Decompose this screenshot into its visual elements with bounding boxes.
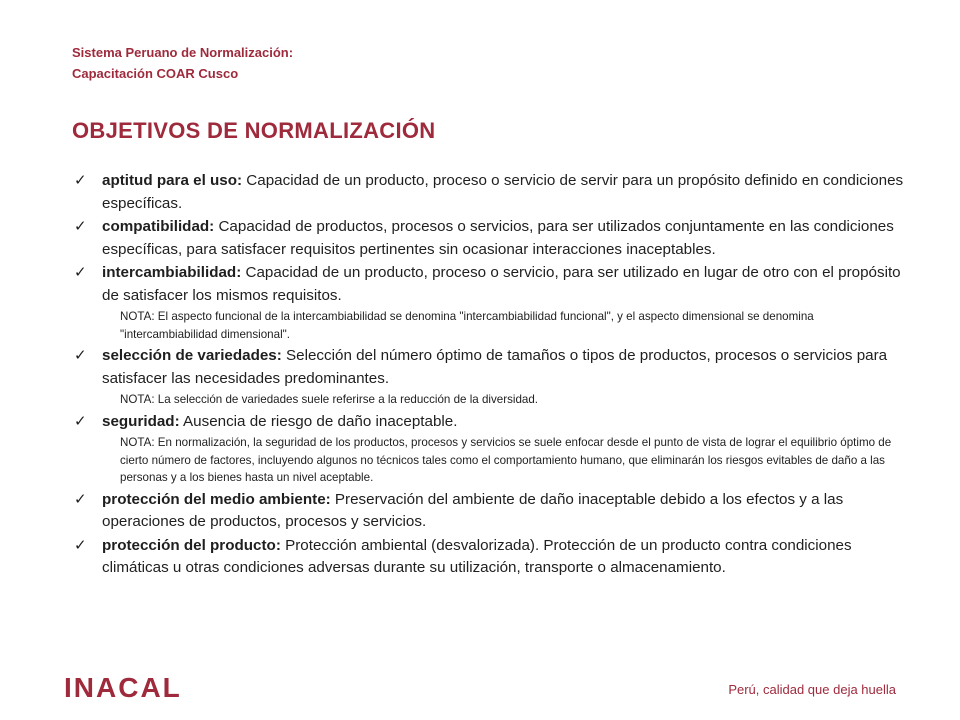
item-term: aptitud para el uso: — [102, 172, 243, 189]
list-item — [72, 345, 908, 409]
item-text: Selección del número óptimo de tamaños o tipos de productos, procesos o servicios para satisfacer las necesidades predominantes. — [102, 347, 888, 387]
footer-slogan: Perú, calidad que deja huella — [728, 682, 896, 697]
item-term: protección del medio ambiente: — [102, 490, 331, 508]
item-note: NOTA: La selección de variedades suele referirse a la reducción de la diversidad. — [120, 393, 539, 406]
check-icon: ✓ — [74, 536, 87, 554]
item-term: seguridad: — [102, 412, 180, 430]
item-text: Preservación del ambiente de daño inaceptable debido a los efectos y a las operaciones de productos, procesos y servicios. — [102, 490, 844, 530]
item-text: Capacidad de un producto, proceso o servicio, para ser utilizado en lugar de otro con el propósito de satisfacer los mismos requisitos. — [102, 264, 901, 304]
inacal-logo: INACAL — [64, 672, 182, 703]
page-title: OBJETIVOS DE NORMALIZACIÓN — [72, 118, 436, 143]
check-icon: ✓ — [74, 218, 87, 235]
check-icon: ✓ — [74, 347, 87, 364]
objectives-list — [72, 170, 908, 581]
list-item — [72, 170, 908, 215]
list-item — [72, 216, 908, 261]
list-item — [72, 411, 908, 487]
check-icon: ✓ — [74, 490, 87, 508]
header-line-1: Sistema Peruano de Normalización: — [72, 45, 294, 60]
item-text: Capacidad de productos, procesos o servicios, para ser utilizados conjuntamente en las condiciones específicas, para satisfacer requisitos pertinentes sin ocasionar interacciones inaceptables. — [102, 218, 894, 258]
item-note: NOTA: En normalización, la seguridad de los productos, procesos y servicios se suele enfocar desde el punto de vista de lograr el equilibrio óptimo de cierto número de factores, incluyendo algunos no técnicos tales como el comportamiento humano, que eliminarán los riesgos evitables de daño a las personas y a los bienes hasta un nivel aceptable. — [120, 436, 892, 484]
list-item — [72, 489, 908, 534]
item-term: selección de variedades: — [102, 347, 282, 364]
item-text: Ausencia de riesgo de daño inaceptable. — [179, 412, 458, 430]
item-note: NOTA: El aspecto funcional de la intercambiabilidad se denomina "intercambiabilidad funcional", y el aspecto dimensional se denomina "intercambiabilidad dimensional". — [120, 310, 814, 341]
item-term: intercambiabilidad: — [102, 264, 242, 281]
check-icon: ✓ — [74, 172, 87, 189]
check-icon: ✓ — [74, 264, 87, 281]
item-term: compatibilidad: — [102, 218, 215, 235]
header-line-2: Capacitación COAR Cusco — [72, 66, 239, 81]
list-item — [72, 535, 908, 580]
list-item — [72, 262, 908, 343]
item-text: Capacidad de un producto, proceso o servicio de servir para un propósito definido en condiciones específicas. — [102, 172, 904, 212]
item-text: Protección ambiental (desvalorizada). Protección de un producto contra condiciones climáticas u otras condiciones adversas durante su utilización, transporte o almacenamiento. — [102, 536, 852, 576]
check-icon: ✓ — [74, 412, 87, 430]
header — [72, 42, 293, 84]
item-term: protección del producto: — [102, 536, 281, 554]
